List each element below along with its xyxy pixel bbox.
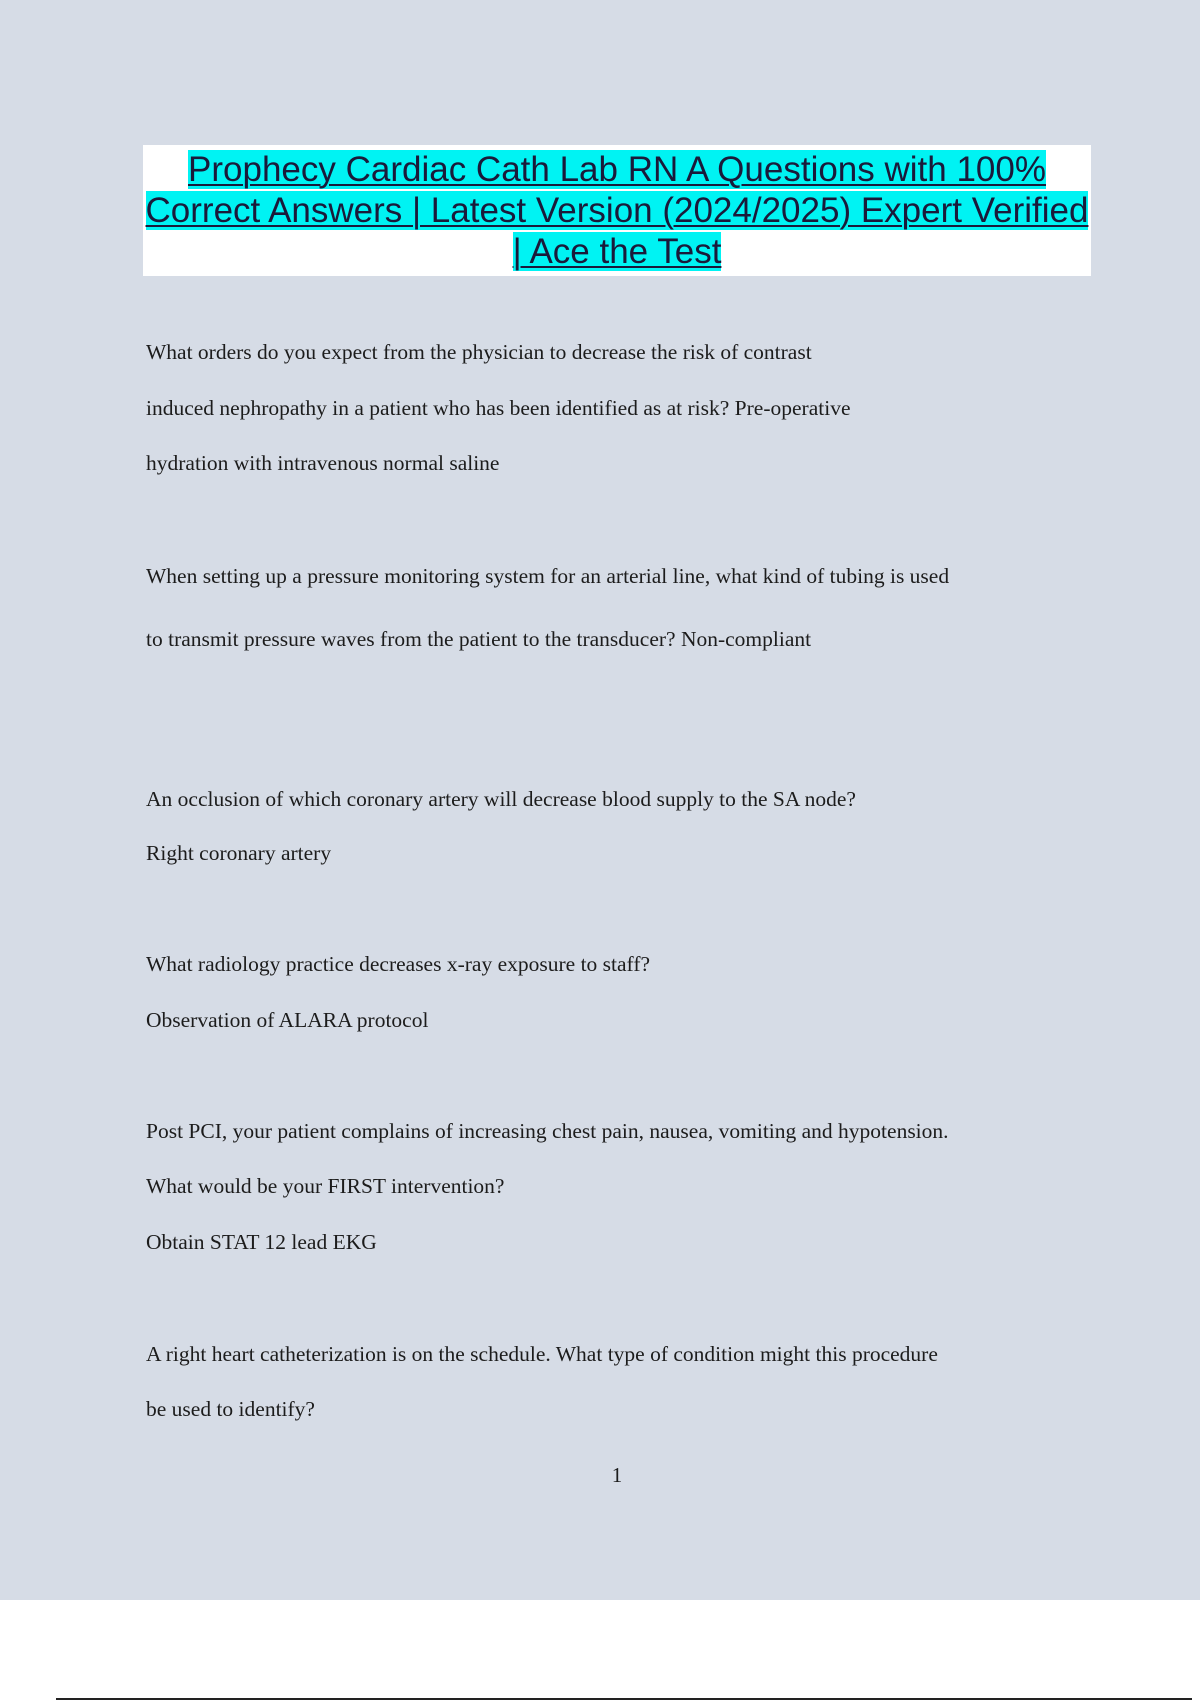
text-line: What would be your FIRST intervention? (146, 1174, 505, 1198)
text-line: Right coronary artery (146, 841, 332, 865)
title-box (143, 145, 1091, 276)
text-line: What radiology practice decreases x-ray exposure to staff? (146, 952, 651, 976)
text-line: Obtain STAT 12 lead EKG (146, 1230, 377, 1254)
text-line: to transmit pressure waves from the patient to the transducer? Non-compliant (146, 627, 812, 651)
text-line: hydration with intravenous normal saline (146, 451, 500, 475)
text-line: What orders do you expect from the physician to decrease the risk of contrast (146, 340, 812, 364)
text-line: Observation of ALARA protocol (146, 1008, 429, 1032)
text-line: An occlusion of which coronary artery will decrease blood supply to the SA node? (146, 787, 856, 811)
text-line: be used to identify? (146, 1397, 315, 1421)
text-line: induced nephropathy in a patient who has been identified as at risk? Pre-operative (146, 396, 851, 420)
page-number: 1 (611, 1463, 623, 1487)
document-title (143, 149, 1091, 272)
text-line: When setting up a pressure monitoring system for an arterial line, what kind of tubing is used (146, 564, 950, 588)
text-line: Post PCI, your patient complains of increasing chest pain, nausea, vomiting and hypotension. (146, 1119, 949, 1143)
document-title-text: Prophecy Cardiac Cath Lab RN A Questions with 100% Correct Answers | Latest Version (2024/2025) Expert Verified | Ace the Test (145, 150, 1089, 271)
text-line: A right heart catheterization is on the schedule. What type of condition might this procedure (146, 1342, 938, 1366)
